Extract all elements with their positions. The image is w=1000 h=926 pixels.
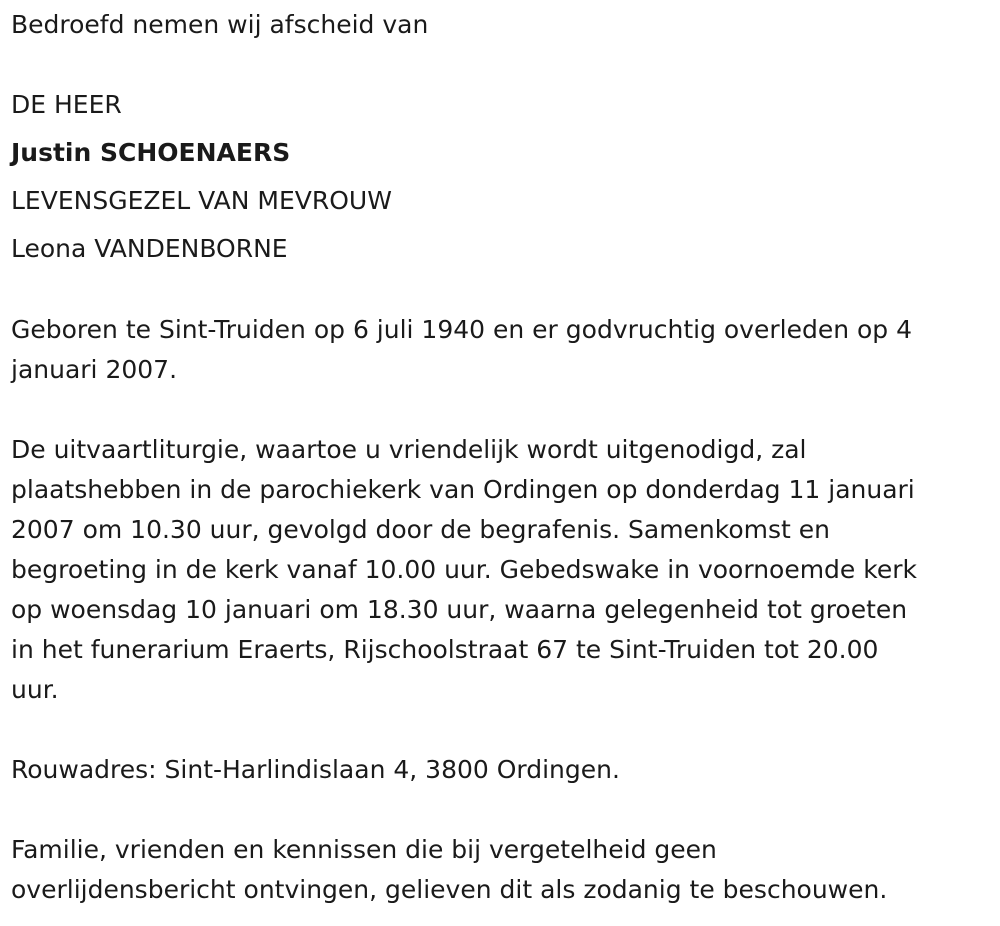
paragraph-line: begroeting in de kerk vanaf 10.00 uur. Gebedswake in voornoemde kerk	[11, 555, 917, 584]
paragraph-line: januari 2007.	[11, 355, 178, 384]
paragraph-line: plaatshebben in de parochiekerk van Ordingen op donderdag 11 januari	[11, 475, 915, 504]
paragraph-line: uur.	[11, 675, 59, 704]
birth-death-paragraph	[11, 310, 989, 390]
deceased-name: Justin SCHOENAERS	[11, 138, 291, 167]
paragraph-line: overlijdensbericht ontvingen, gelieven dit als zodanig te beschouwen.	[11, 875, 888, 904]
partner-name: Leona VANDENBORNE	[11, 234, 288, 263]
paragraph-line: 2007 om 10.30 uur, gevolgd door de begrafenis. Samenkomst en	[11, 515, 831, 544]
funeral-paragraph	[11, 430, 989, 710]
paragraph-line: Familie, vrienden en kennissen die bij vergetelheid geen	[11, 835, 717, 864]
closing-paragraph	[11, 830, 989, 910]
intro-text: Bedroefd nemen wij afscheid van	[11, 10, 429, 39]
salutation: DE HEER	[11, 90, 122, 119]
paragraph-line: op woensdag 10 januari om 18.30 uur, waarna gelegenheid tot groeten	[11, 595, 908, 624]
paragraph-line: Geboren te Sint-Truiden op 6 juli 1940 en er godvruchtig overleden op 4	[11, 315, 913, 344]
paragraph-line: De uitvaartliturgie, waartoe u vriendelijk wordt uitgenodigd, zal	[11, 435, 807, 464]
relation-text: LEVENSGEZEL VAN MEVROUW	[11, 186, 392, 215]
paragraph-line: in het funerarium Eraerts, Rijschoolstraat 67 te Sint-Truiden tot 20.00	[11, 635, 879, 664]
mourning-address: Rouwadres: Sint-Harlindislaan 4, 3800 Ordingen.	[11, 755, 620, 784]
